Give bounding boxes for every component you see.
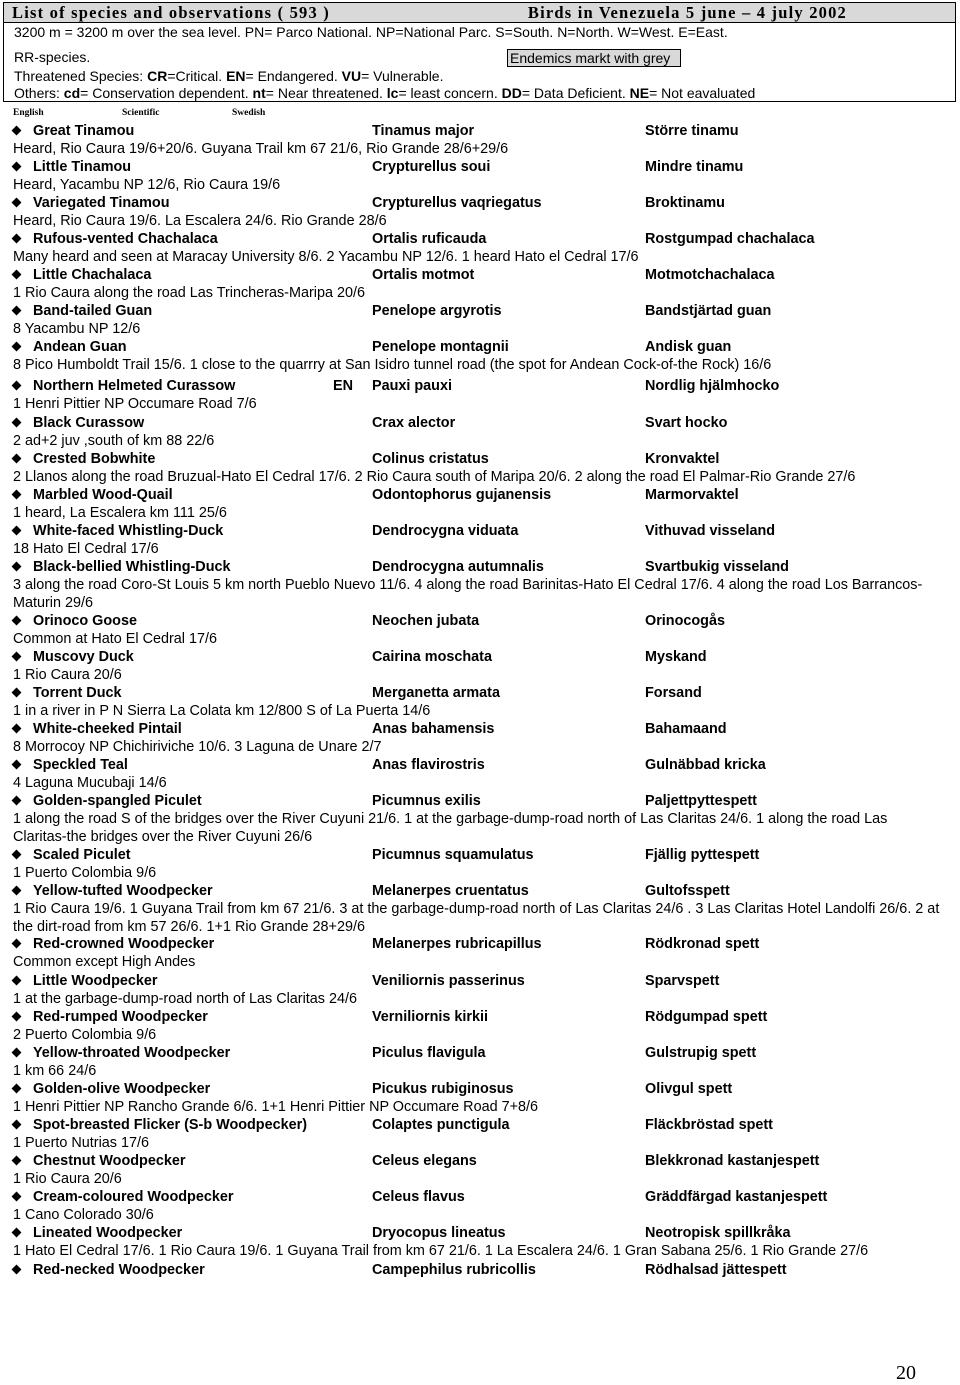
bullet-diamond-icon bbox=[12, 688, 22, 698]
species-row bbox=[13, 882, 943, 900]
species-observations: 1 Henri Pittier NP Rancho Grande 6/6. 1+1 Henri Pittier NP Occumare Road 7+8/6 bbox=[13, 1099, 538, 1115]
species-swedish-name: Blekkronad kastanjespett bbox=[645, 1153, 820, 1169]
species-swedish-name: Bahamaand bbox=[645, 721, 727, 737]
species-row bbox=[13, 972, 943, 990]
species-english-name: Yellow-tufted Woodpecker bbox=[33, 883, 213, 899]
species-scientific-name: Pauxi pauxi bbox=[372, 378, 452, 394]
species-observations: 4 Laguna Mucubaji 14/6 bbox=[13, 775, 167, 791]
species-scientific-name: Crypturellus soui bbox=[372, 159, 491, 175]
species-scientific-name: Ortalis motmot bbox=[372, 267, 475, 283]
legend-line-threatened: Threatened Species: CR=Critical. EN= Endangered. VU= Vulnerable. bbox=[14, 68, 444, 84]
species-row bbox=[13, 1188, 943, 1206]
species-observations: 1 Hato El Cedral 17/6. 1 Rio Caura 19/6. 1 Guyana Trail from km 67 21/6. 1 La Escalera 24/6. 1 Gran Sabana 25/6. 1 Rio Grande 27/6 bbox=[13, 1243, 869, 1259]
species-english-name: Red-crowned Woodpecker bbox=[33, 936, 215, 952]
species-observations: 8 Yacambu NP 12/6 bbox=[13, 321, 141, 337]
species-scientific-name: Picumnus squamulatus bbox=[372, 847, 534, 863]
species-scientific-name: Cairina moschata bbox=[372, 649, 492, 665]
species-observations: 2 Llanos along the road Bruzual-Hato El Cedral 17/6. 2 Rio Caura south of Maripa 20/6. 2 along the road El Palmar-Rio Grande 27/6 bbox=[13, 469, 856, 485]
species-scientific-name: Anas bahamensis bbox=[372, 721, 495, 737]
species-english-name: Little Chachalaca bbox=[33, 267, 152, 283]
species-scientific-name: Penelope argyrotis bbox=[372, 303, 502, 319]
bullet-diamond-icon bbox=[12, 796, 22, 806]
species-english-name: Muscovy Duck bbox=[33, 649, 134, 665]
species-observations: 1 Rio Caura 19/6. 1 Guyana Trail from km 67 21/6. 3 at the garbage-dump-road north of Las Claritas 24/6 . 3 Las Claritas Hotel Landolfi 26/6. 2 at the dirt-road from km 57 26/6. 1+1 Rio Grande 28+29/6 bbox=[13, 901, 940, 935]
species-english-name: Marbled Wood-Quail bbox=[33, 487, 173, 503]
document-title: List of species and observations ( 593 ) bbox=[12, 2, 330, 22]
bullet-diamond-icon bbox=[12, 1084, 22, 1094]
species-english-name: Torrent Duck bbox=[33, 685, 122, 701]
bullet-diamond-icon bbox=[12, 306, 22, 316]
species-scientific-name: Piculus flavigula bbox=[372, 1045, 486, 1061]
species-row bbox=[13, 648, 943, 666]
species-row bbox=[13, 1224, 943, 1242]
species-row bbox=[13, 1261, 943, 1279]
species-swedish-name: Gräddfärgad kastanjespett bbox=[645, 1189, 828, 1205]
species-observations: 1 Cano Colorado 30/6 bbox=[13, 1207, 154, 1223]
species-scientific-name: Melanerpes rubricapillus bbox=[372, 936, 542, 952]
species-observations: Heard, Yacambu NP 12/6, Rio Caura 19/6 bbox=[13, 177, 281, 193]
species-row bbox=[13, 1080, 943, 1098]
species-english-name: Spot-breasted Flicker (S-b Woodpecker) bbox=[33, 1117, 308, 1133]
species-scientific-name: Odontophorus gujanensis bbox=[372, 487, 552, 503]
species-swedish-name: Orinocogås bbox=[645, 613, 725, 629]
bullet-diamond-icon bbox=[12, 342, 22, 352]
species-row bbox=[13, 1044, 943, 1062]
species-english-name: Lineated Woodpecker bbox=[33, 1225, 183, 1241]
species-row bbox=[13, 935, 943, 953]
species-row bbox=[13, 377, 943, 395]
bullet-diamond-icon bbox=[12, 418, 22, 428]
species-observations: Common at Hato El Cedral 17/6 bbox=[13, 631, 217, 647]
bullet-diamond-icon bbox=[12, 1265, 22, 1275]
species-row bbox=[13, 846, 943, 864]
species-observations: 1 Rio Caura along the road Las Trincheras-Maripa 20/6 bbox=[13, 285, 365, 301]
species-status: EN bbox=[333, 378, 353, 394]
species-english-name: Black Curassow bbox=[33, 415, 145, 431]
species-english-name: Variegated Tinamou bbox=[33, 195, 170, 211]
species-observations: 1 heard, La Escalera km 111 25/6 bbox=[13, 505, 227, 521]
species-scientific-name: Dendrocygna viduata bbox=[372, 523, 519, 539]
species-english-name: Cream-coloured Woodpecker bbox=[33, 1189, 234, 1205]
species-observations: Heard, Rio Caura 19/6+20/6. Guyana Trail km 67 21/6, Rio Grande 28/6+29/6 bbox=[13, 141, 509, 157]
bullet-diamond-icon bbox=[12, 1120, 22, 1130]
column-header-swedish: Swedish bbox=[232, 108, 266, 118]
endemics-note: Endemics markt with grey bbox=[507, 49, 681, 67]
species-observations: 8 Morrocoy NP Chichiriviche 10/6. 3 Laguna de Unare 2/7 bbox=[13, 739, 382, 755]
species-scientific-name: Celeus elegans bbox=[372, 1153, 477, 1169]
species-swedish-name: Rostgumpad chachalaca bbox=[645, 231, 815, 247]
species-observations: 1 Puerto Nutrias 17/6 bbox=[13, 1135, 149, 1151]
title-bar bbox=[4, 3, 955, 23]
species-english-name: White-cheeked Pintail bbox=[33, 721, 182, 737]
species-scientific-name: Dryocopus lineatus bbox=[372, 1225, 506, 1241]
bullet-diamond-icon bbox=[12, 490, 22, 500]
species-swedish-name: Svart hocko bbox=[645, 415, 728, 431]
species-row bbox=[13, 302, 943, 320]
species-observations: 18 Hato El Cedral 17/6 bbox=[13, 541, 159, 557]
species-swedish-name: Rödgumpad spett bbox=[645, 1009, 768, 1025]
species-swedish-name: Neotropisk spillkråka bbox=[645, 1225, 791, 1241]
bullet-diamond-icon bbox=[12, 562, 22, 572]
species-scientific-name: Merganetta armata bbox=[372, 685, 500, 701]
species-scientific-name: Colaptes punctigula bbox=[372, 1117, 510, 1133]
species-swedish-name: Vithuvad visseland bbox=[645, 523, 776, 539]
species-swedish-name: Kronvaktel bbox=[645, 451, 720, 467]
species-scientific-name: Penelope montagnii bbox=[372, 339, 509, 355]
species-scientific-name: Anas flavirostris bbox=[372, 757, 485, 773]
bullet-diamond-icon bbox=[12, 652, 22, 662]
bullet-diamond-icon bbox=[12, 760, 22, 770]
species-swedish-name: Broktinamu bbox=[645, 195, 725, 211]
species-english-name: Red-rumped Woodpecker bbox=[33, 1009, 208, 1025]
bullet-diamond-icon bbox=[12, 126, 22, 136]
species-row bbox=[13, 720, 943, 738]
species-observations: 1 in a river in P N Sierra La Colata km 12/800 S of La Puerta 14/6 bbox=[13, 703, 431, 719]
species-swedish-name: Bandstjärtad guan bbox=[645, 303, 772, 319]
species-english-name: Speckled Teal bbox=[33, 757, 128, 773]
species-row bbox=[13, 266, 943, 284]
species-swedish-name: Gulstrupig spett bbox=[645, 1045, 757, 1061]
legend-line-rr: RR-species. bbox=[14, 49, 91, 65]
species-english-name: Yellow-throated Woodpecker bbox=[33, 1045, 231, 1061]
species-english-name: Red-necked Woodpecker bbox=[33, 1262, 205, 1278]
species-row bbox=[13, 414, 943, 432]
species-english-name: Andean Guan bbox=[33, 339, 127, 355]
species-observations: 1 Rio Caura 20/6 bbox=[13, 1171, 122, 1187]
species-english-name: Crested Bobwhite bbox=[33, 451, 156, 467]
species-swedish-name: Rödkronad spett bbox=[645, 936, 760, 952]
species-english-name: Little Woodpecker bbox=[33, 973, 158, 989]
bullet-diamond-icon bbox=[12, 234, 22, 244]
species-row bbox=[13, 122, 943, 140]
page-number: 20 bbox=[896, 1362, 916, 1384]
species-row bbox=[13, 684, 943, 702]
bullet-diamond-icon bbox=[12, 1228, 22, 1238]
species-english-name: Great Tinamou bbox=[33, 123, 135, 139]
species-swedish-name: Fjällig pyttespett bbox=[645, 847, 760, 863]
species-scientific-name: Crax alector bbox=[372, 415, 456, 431]
species-scientific-name: Tinamus major bbox=[372, 123, 475, 139]
column-header-english: English bbox=[13, 108, 44, 118]
species-observations: 3 along the road Coro-St Louis 5 km north Pueblo Nuevo 11/6. 4 along the road Barinitas-Hato El Cedral 17/6. 4 along the road Los Barrancos-Maturin 29/6 bbox=[13, 577, 923, 611]
bullet-diamond-icon bbox=[12, 939, 22, 949]
bullet-diamond-icon bbox=[12, 381, 22, 391]
bullet-diamond-icon bbox=[12, 616, 22, 626]
species-row bbox=[13, 230, 943, 248]
species-swedish-name: Större tinamu bbox=[645, 123, 739, 139]
species-row bbox=[13, 1008, 943, 1026]
species-scientific-name: Dendrocygna autumnalis bbox=[372, 559, 544, 575]
species-swedish-name: Sparvspett bbox=[645, 973, 720, 989]
species-observations: 1 Rio Caura 20/6 bbox=[13, 667, 122, 683]
species-scientific-name: Crypturellus vaqriegatus bbox=[372, 195, 542, 211]
species-swedish-name: Marmorvaktel bbox=[645, 487, 739, 503]
bullet-diamond-icon bbox=[12, 850, 22, 860]
species-observations: 2 Puerto Colombia 9/6 bbox=[13, 1027, 157, 1043]
species-observations: 1 km 66 24/6 bbox=[13, 1063, 97, 1079]
species-observations: Common except High Andes bbox=[13, 954, 196, 970]
trip-title: Birds in Venezuela 5 june – 4 july 2002 bbox=[527, 2, 847, 22]
species-english-name: Band-tailed Guan bbox=[33, 303, 153, 319]
bullet-diamond-icon bbox=[12, 886, 22, 896]
bullet-diamond-icon bbox=[12, 1012, 22, 1022]
species-row bbox=[13, 612, 943, 630]
species-row bbox=[13, 450, 943, 468]
species-observations: 1 Puerto Colombia 9/6 bbox=[13, 865, 157, 881]
species-scientific-name: Verniliornis kirkii bbox=[372, 1009, 488, 1025]
species-swedish-name: Gulnäbbad kricka bbox=[645, 757, 766, 773]
species-swedish-name: Rödhalsad jättespett bbox=[645, 1262, 787, 1278]
bullet-diamond-icon bbox=[12, 724, 22, 734]
species-swedish-name: Myskand bbox=[645, 649, 707, 665]
bullet-diamond-icon bbox=[12, 1192, 22, 1202]
bullet-diamond-icon bbox=[12, 1048, 22, 1058]
species-scientific-name: Picukus rubiginosus bbox=[372, 1081, 514, 1097]
bullet-diamond-icon bbox=[12, 1156, 22, 1166]
species-swedish-name: Fläckbröstad spett bbox=[645, 1117, 773, 1133]
species-english-name: Orinoco Goose bbox=[33, 613, 137, 629]
species-swedish-name: Andisk guan bbox=[645, 339, 732, 355]
species-english-name: Scaled Piculet bbox=[33, 847, 131, 863]
species-english-name: Golden-spangled Piculet bbox=[33, 793, 202, 809]
species-english-name: Rufous-vented Chachalaca bbox=[33, 231, 218, 247]
species-swedish-name: Olivgul spett bbox=[645, 1081, 733, 1097]
bullet-diamond-icon bbox=[12, 198, 22, 208]
species-scientific-name: Picumnus exilis bbox=[372, 793, 481, 809]
species-observations: Heard, Rio Caura 19/6. La Escalera 24/6. Rio Grande 28/6 bbox=[13, 213, 387, 229]
species-english-name: Little Tinamou bbox=[33, 159, 132, 175]
species-row bbox=[13, 194, 943, 212]
legend-line-others: Others: cd= Conservation dependent. nt= Near threatened. lc= least concern. DD= Data Deficient. NE= Not eavaluated bbox=[14, 85, 756, 101]
species-scientific-name: Ortalis ruficauda bbox=[372, 231, 487, 247]
species-english-name: Chestnut Woodpecker bbox=[33, 1153, 186, 1169]
legend-line-abbreviations: 3200 m = 3200 m over the sea level. PN= Parco National. NP=National Parc. S=South. N=North. W=West. E=East. bbox=[14, 24, 728, 40]
species-observations: 1 Henri Pittier NP Occumare Road 7/6 bbox=[13, 396, 257, 412]
species-swedish-name: Svartbukig visseland bbox=[645, 559, 789, 575]
species-row bbox=[13, 486, 943, 504]
species-english-name: White-faced Whistling-Duck bbox=[33, 523, 224, 539]
species-swedish-name: Paljettpyttespett bbox=[645, 793, 757, 809]
species-scientific-name: Campephilus rubricollis bbox=[372, 1262, 536, 1278]
bullet-diamond-icon bbox=[12, 976, 22, 986]
species-observations: 1 along the road S of the bridges over the River Cuyuni 21/6. 1 at the garbage-dump-road north of Las Claritas 24/6. 1 along the road Las Claritas-the bridges over the River Cuyuni 26/6 bbox=[13, 811, 888, 845]
bullet-diamond-icon bbox=[12, 454, 22, 464]
species-observations: Many heard and seen at Maracay University 8/6. 2 Yacambu NP 12/6. 1 heard Hato el Cedral 17/6 bbox=[13, 249, 639, 265]
species-observations: 1 at the garbage-dump-road north of Las Claritas 24/6 bbox=[13, 991, 357, 1007]
species-row bbox=[13, 158, 943, 176]
species-row bbox=[13, 756, 943, 774]
species-observations: 8 Pico Humboldt Trail 15/6. 1 close to the quarrry at San Isidro tunnel road (the spot for Andean Cock-of-the Rock) 16/6 bbox=[13, 357, 772, 373]
species-swedish-name: Mindre tinamu bbox=[645, 159, 744, 175]
species-observations: 2 ad+2 juv ,south of km 88 22/6 bbox=[13, 433, 215, 449]
species-scientific-name: Veniliornis passerinus bbox=[372, 973, 525, 989]
species-english-name: Golden-olive Woodpecker bbox=[33, 1081, 211, 1097]
species-row bbox=[13, 1152, 943, 1170]
bullet-diamond-icon bbox=[12, 526, 22, 536]
species-row bbox=[13, 558, 943, 576]
species-english-name: Northern Helmeted Curassow bbox=[33, 378, 236, 394]
species-scientific-name: Neochen jubata bbox=[372, 613, 480, 629]
species-swedish-name: Gultofsspett bbox=[645, 883, 730, 899]
species-row bbox=[13, 792, 943, 810]
species-swedish-name: Forsand bbox=[645, 685, 702, 701]
species-scientific-name: Celeus flavus bbox=[372, 1189, 465, 1205]
species-swedish-name: Nordlig hjälmhocko bbox=[645, 378, 780, 394]
legend-box bbox=[3, 2, 956, 102]
species-row bbox=[13, 338, 943, 356]
bullet-diamond-icon bbox=[12, 162, 22, 172]
species-row bbox=[13, 1116, 943, 1134]
column-header-scientific: Scientific bbox=[122, 108, 160, 118]
bullet-diamond-icon bbox=[12, 270, 22, 280]
species-scientific-name: Melanerpes cruentatus bbox=[372, 883, 529, 899]
species-english-name: Black-bellied Whistling-Duck bbox=[33, 559, 231, 575]
species-scientific-name: Colinus cristatus bbox=[372, 451, 489, 467]
species-row bbox=[13, 522, 943, 540]
species-swedish-name: Motmotchachalaca bbox=[645, 267, 775, 283]
